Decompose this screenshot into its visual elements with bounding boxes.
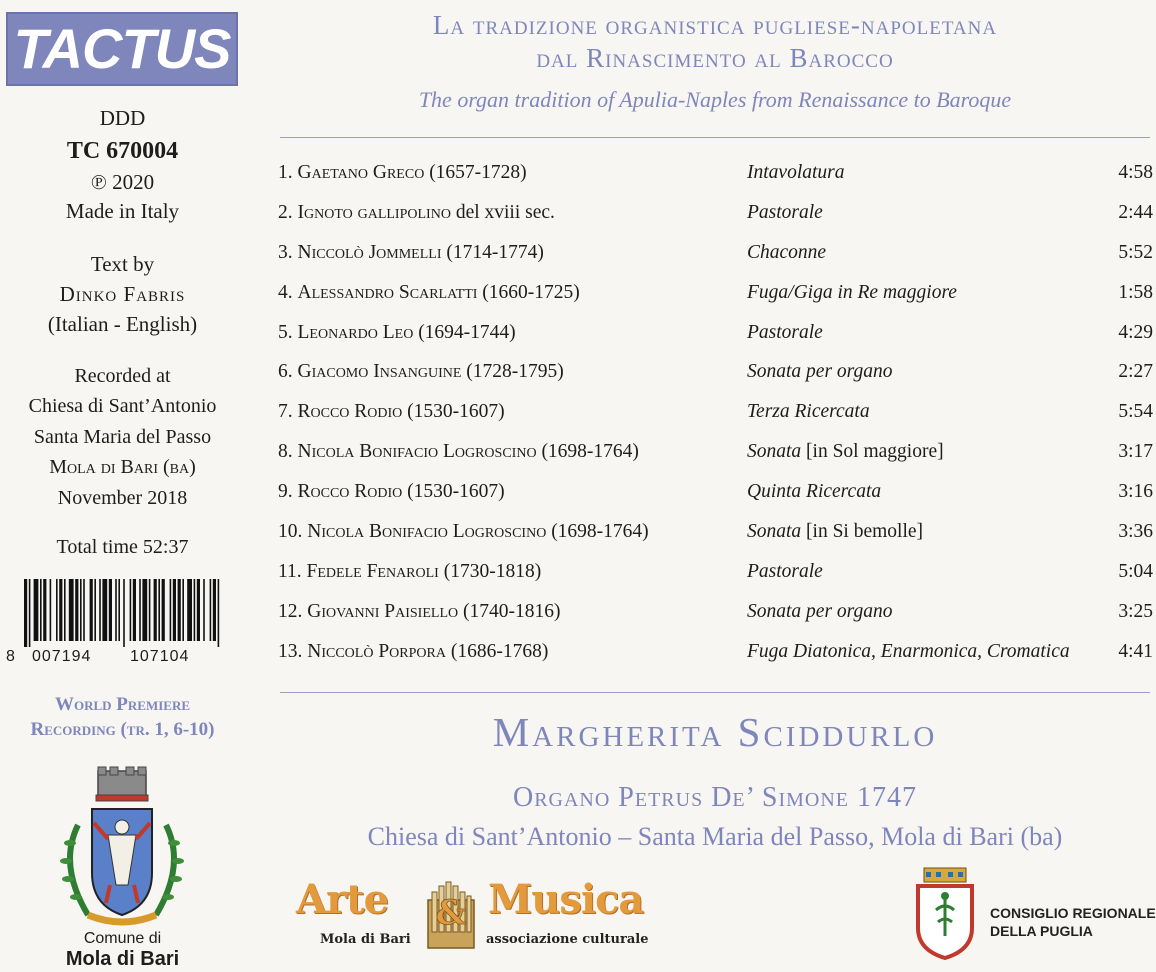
comune-label: Comune di (83, 930, 162, 947)
barcode-bar (123, 579, 125, 647)
track-row (278, 439, 1153, 479)
track-number: 7. (278, 401, 293, 423)
piece-title: Pastorale (747, 321, 823, 343)
track-row (278, 639, 1153, 679)
performer-name: Margherita Sciddurlo (492, 709, 938, 755)
track-duration: 1:58 (1118, 281, 1153, 303)
piece-title: Sonata per organo (747, 361, 893, 383)
track-number: 8. (278, 441, 293, 463)
brand-name: TACTUS (13, 17, 231, 80)
barcode-bar (90, 579, 93, 641)
track-number: 5. (278, 321, 293, 343)
track-number: 2. (278, 201, 293, 223)
composer-name: Rocco Rodio (297, 481, 403, 503)
origin-label: Made in Italy (65, 199, 180, 223)
track-row (278, 559, 1153, 599)
barcode-bar (50, 579, 52, 641)
composer-name: Leonardo Leo (297, 321, 414, 343)
recording-date: November 2018 (57, 487, 188, 509)
barcode-bar (149, 579, 151, 641)
arte-location: Mola di Bari (320, 932, 411, 947)
composer-name: Nicola Bonifacio Logroscino (297, 441, 537, 463)
piece-title: Intavolatura (747, 162, 845, 183)
barcode-bar (115, 579, 117, 641)
piece-title: Sonata (747, 521, 802, 543)
barcode-bar (210, 579, 212, 641)
barcode-bar (34, 579, 39, 641)
barcode-bar (162, 579, 165, 641)
track-row (278, 320, 1153, 360)
track-composer (278, 561, 541, 583)
composer-years: (1694-1744) (418, 321, 516, 343)
track-number: 3. (278, 241, 293, 263)
track-duration: 3:17 (1118, 441, 1153, 463)
track-number: 9. (278, 481, 293, 503)
composer-name: Gaetano Greco (297, 162, 425, 183)
footer-divider (280, 692, 1150, 693)
track-row (278, 280, 1153, 320)
track-row (278, 359, 1153, 399)
track-composer (278, 521, 649, 543)
composer-name: Giovanni Paisiello (307, 600, 459, 622)
barcode-bar (24, 579, 27, 647)
comune-name: Mola di Bari (65, 948, 180, 970)
track-number: 12. (278, 600, 303, 622)
track-composer (278, 641, 548, 663)
barcode-bar (154, 579, 157, 641)
track-duration: 5:54 (1118, 401, 1153, 423)
barcode-bar (69, 579, 74, 641)
track-number: 10. (278, 521, 303, 543)
arte-musica-logo (296, 876, 676, 956)
composer-name: Giacomo Insanguine (297, 361, 462, 383)
piece-title: Sonata per organo (747, 600, 893, 622)
composer-name: Fedele Fenaroli (306, 560, 439, 582)
track-composer (278, 361, 564, 383)
barcode (24, 579, 222, 647)
track-composer (278, 322, 516, 344)
piece-key: [in Sol maggiore] (806, 441, 944, 463)
barcode-bar (43, 579, 46, 641)
barcode-group-1: 007194 (32, 648, 92, 665)
barcode-bar (109, 579, 112, 641)
track-duration: 3:16 (1118, 481, 1153, 503)
barcode-bar (130, 579, 132, 641)
track-duration: 4:29 (1118, 321, 1153, 343)
barcode-bar (187, 579, 192, 641)
barcode-bar (213, 579, 216, 641)
organ-instrument: Organo Petrus De’ Simone 1747 (512, 782, 918, 813)
piece-title: Pastorale (747, 560, 823, 582)
track-piece (747, 202, 823, 224)
track-row (278, 240, 1153, 280)
track-number: 13. (278, 640, 303, 662)
barcode-lead-digit: 8 (6, 648, 16, 665)
track-list (278, 160, 1153, 679)
composer-years: (1530-1607) (407, 401, 505, 423)
barcode-group-2: 107104 (130, 648, 190, 665)
track-piece (747, 641, 1070, 663)
barcode-bar (118, 579, 120, 641)
piece-title: Sonata (747, 441, 802, 463)
track-piece (747, 401, 870, 423)
barcode-bar (173, 579, 176, 641)
barcode-bar (59, 579, 62, 641)
barcode-bar (203, 579, 205, 641)
track-row (278, 599, 1153, 639)
composer-years: (1740-1816) (463, 600, 561, 622)
composer-years: (1686-1768) (450, 640, 549, 662)
barcode-bar (158, 579, 160, 641)
recording-place-1: Chiesa di Sant’Antonio (28, 395, 217, 417)
track-piece (747, 322, 823, 344)
composer-name: Alessandro Scarlatti (297, 281, 478, 303)
album-subtitle: The organ tradition of Apulia-Naples from Renaissance to Baroque (418, 87, 1012, 112)
track-composer (278, 441, 639, 463)
barcode-bar (94, 579, 96, 641)
composer-years: del xviii sec. (455, 201, 555, 223)
arte-association: associazione culturale (486, 932, 649, 947)
piece-title: Pastorale (747, 201, 823, 223)
composer-name: Niccolò Jommelli (297, 241, 442, 263)
track-number: 11. (278, 560, 302, 582)
track-composer (278, 282, 580, 304)
composer-years: (1730-1818) (443, 560, 542, 582)
track-row (278, 519, 1153, 559)
text-by-label: Text by (90, 252, 155, 276)
track-duration: 2:44 (1118, 201, 1153, 223)
premiere-line-2: Recording (tr. 1, 6-10) (30, 719, 215, 740)
composer-years: (1698-1764) (551, 521, 649, 543)
track-duration: 5:04 (1118, 560, 1153, 582)
composer-years: (1698-1764) (541, 441, 639, 463)
recorded-at-label: Recorded at (74, 365, 171, 387)
composer-years: (1728-1795) (466, 361, 564, 383)
header-divider (280, 137, 1150, 138)
piece-key: [in Si bemolle] (806, 521, 924, 543)
format-label: DDD (99, 106, 146, 130)
barcode-bar (182, 579, 184, 641)
album-title-line-1: La tradizione organistica pugliese-napoletana (432, 10, 998, 40)
track-duration: 4:41 (1118, 640, 1153, 662)
composer-years: (1657-1728) (429, 162, 527, 183)
track-row (278, 160, 1153, 200)
left-column (0, 0, 245, 972)
barcode-bar (133, 579, 136, 641)
recording-place-2: Santa Maria del Passo (33, 426, 212, 448)
composer-years: (1530-1607) (407, 481, 505, 503)
catalog-number: TC 670004 (66, 138, 179, 164)
track-number: 4. (278, 281, 293, 303)
total-time: Total time 52:37 (56, 536, 189, 558)
consiglio-line-2: DELLA PUGLIA (990, 923, 1093, 939)
composer-name: Niccolò Porpora (307, 640, 446, 662)
track-row (278, 200, 1153, 240)
piece-title: Terza Ricercata (747, 401, 870, 423)
track-piece (747, 601, 893, 623)
musica-word: Musica (488, 876, 644, 923)
track-composer (278, 202, 555, 224)
author-name: Dinko Fabris (59, 282, 186, 306)
composer-name: Ignoto gallipolino (297, 201, 451, 223)
track-row (278, 399, 1153, 439)
barcode-bar (142, 579, 147, 641)
track-number: 6. (278, 361, 293, 383)
track-piece (747, 481, 881, 503)
barcode-bar (80, 579, 82, 641)
track-duration: 2:27 (1118, 361, 1153, 383)
piece-title: Chaconne (747, 241, 827, 263)
mola-di-bari-crest-icon (48, 765, 196, 930)
performance-venue: Chiesa di Sant’Antonio – Santa Maria del Passo, Mola di Bari (ba) (367, 822, 1063, 851)
track-piece (747, 282, 957, 304)
track-piece (747, 242, 826, 264)
track-composer (278, 401, 505, 423)
track-duration: 3:36 (1118, 521, 1153, 543)
barcode-bar (218, 579, 220, 647)
track-composer (278, 162, 527, 184)
phonogram-year: ℗ 2020 (90, 170, 155, 194)
track-composer (278, 481, 505, 503)
track-piece (747, 361, 893, 383)
piece-title: Fuga/Giga in Re maggiore (747, 281, 957, 303)
ampersand-glyph: & (435, 893, 467, 933)
arte-word: Arte (296, 876, 389, 923)
barcode-bar (40, 579, 42, 641)
tactus-logo (6, 12, 238, 86)
track-composer (278, 242, 544, 264)
consiglio-regionale-emblem-icon (914, 866, 976, 960)
barcode-bar (99, 579, 101, 641)
barcode-bar (178, 579, 181, 641)
barcode-bar (139, 579, 141, 641)
composer-name: Nicola Bonifacio Logroscino (307, 521, 547, 543)
composer-name: Rocco Rodio (297, 401, 403, 423)
piece-title: Quinta Ricercata (747, 481, 882, 503)
composer-years: (1714-1774) (446, 241, 544, 263)
consiglio-line-1: CONSIGLIO REGIONALE (990, 905, 1156, 921)
barcode-bar (197, 579, 200, 641)
track-piece (747, 441, 944, 463)
track-duration: 3:25 (1118, 600, 1153, 622)
track-piece (747, 162, 845, 184)
piece-title: Fuga Diatonica, Enarmonica, Cromatica (747, 640, 1070, 662)
track-piece (747, 561, 823, 583)
track-row (278, 479, 1153, 519)
barcode-bar (29, 579, 31, 647)
languages: (Italian - English) (47, 312, 198, 336)
track-composer (278, 601, 560, 623)
barcode-bar (56, 579, 58, 641)
premiere-line-1: World Premiere (54, 694, 191, 715)
organ-pipes-icon (424, 880, 478, 950)
album-title-line-2: dal Rinascimento al Barocco (536, 43, 894, 73)
composer-years: (1660-1725) (482, 281, 580, 303)
track-duration: 5:52 (1118, 241, 1153, 263)
barcode-bar (64, 579, 66, 641)
track-piece (747, 521, 923, 543)
barcode-bar (102, 579, 107, 641)
barcode-bar (83, 579, 85, 641)
barcode-bar (75, 579, 78, 641)
barcode-bar (170, 579, 172, 641)
track-number: 1. (278, 162, 293, 183)
barcode-bar (194, 579, 196, 641)
track-duration: 4:58 (1118, 162, 1153, 183)
recording-place-3: Mola di Bari (ba) (49, 456, 196, 478)
